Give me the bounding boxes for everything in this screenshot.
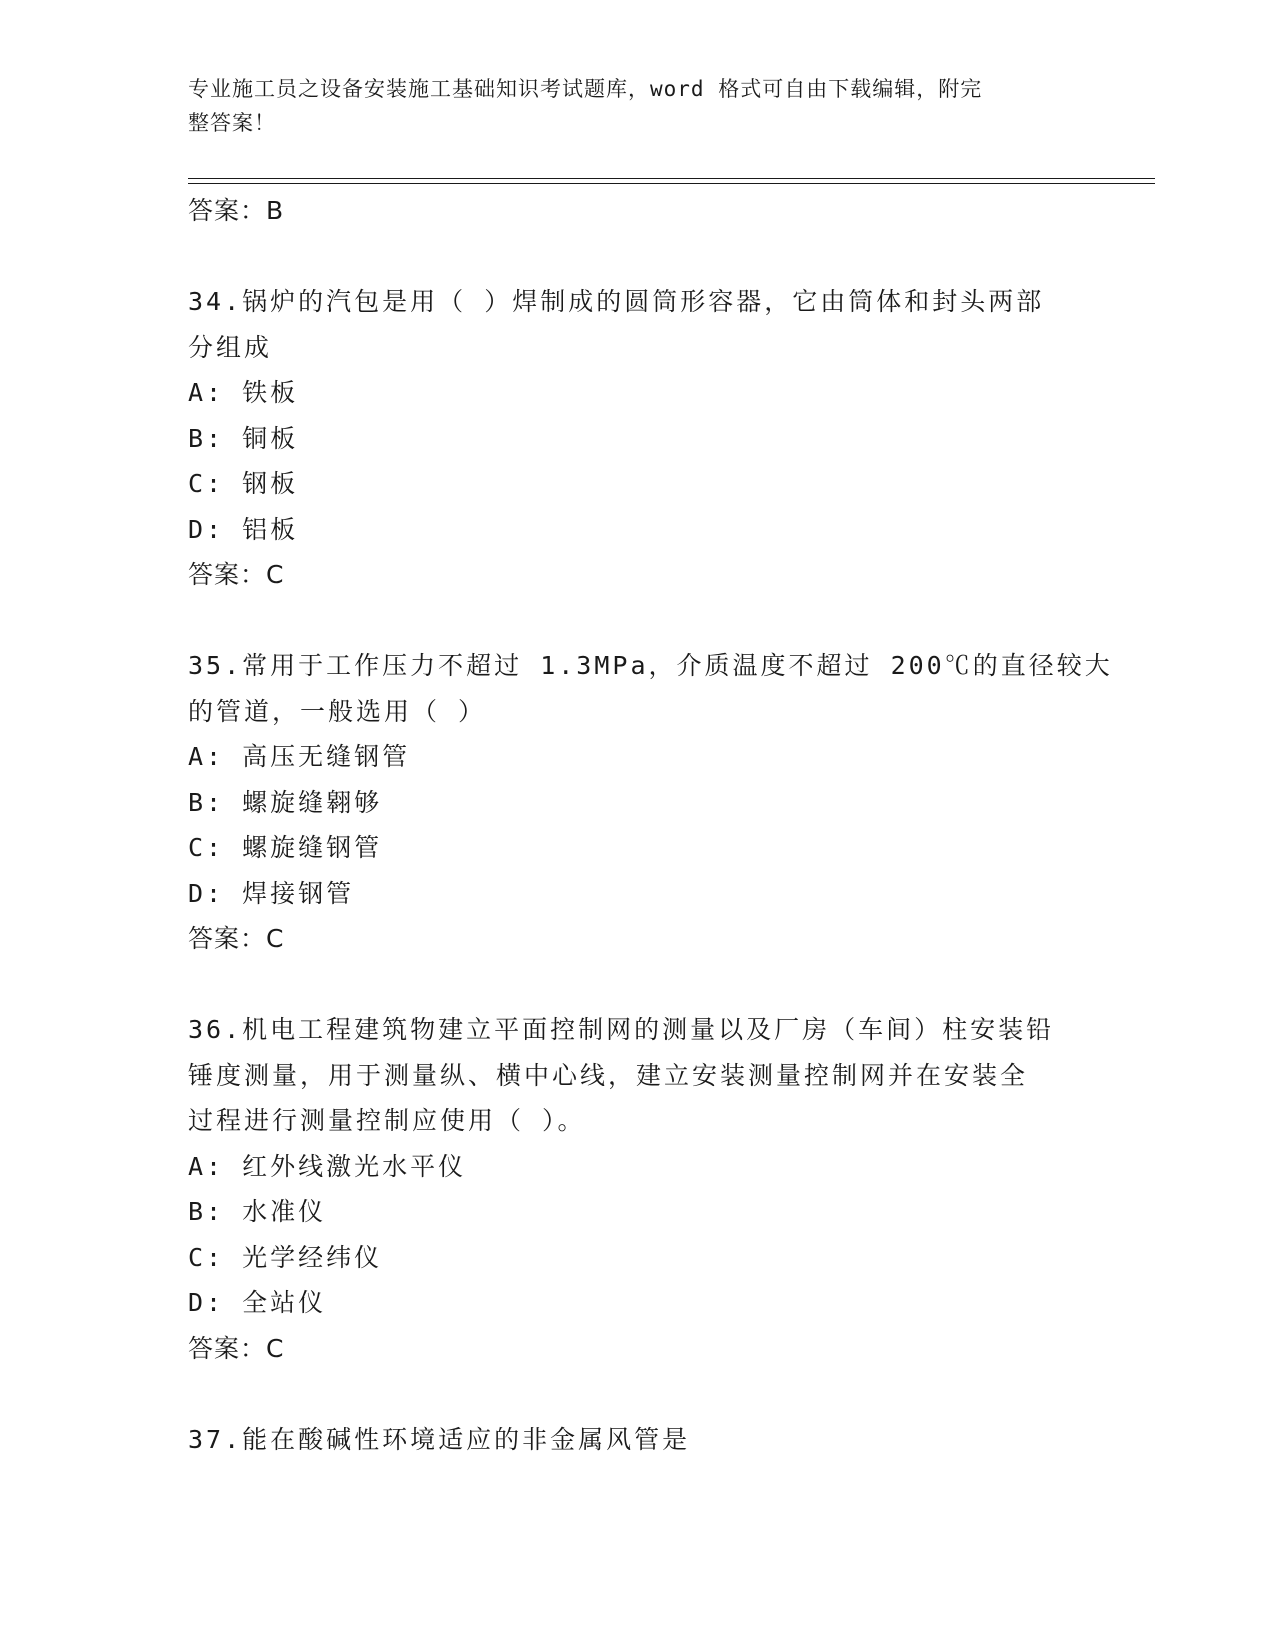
question-36 — [188, 1007, 1088, 1371]
spacer — [188, 234, 1088, 280]
question-stem-line: 锤度测量，用于测量纵、横中心线，建立安装测量控制网并在安装全 — [188, 1060, 1029, 1090]
header-line-1: 专业施工员之设备安装施工基础知识考试题库，word 格式可自由下载编辑，附完 — [188, 77, 983, 101]
option-c: C: 光学经纬仪 — [188, 1242, 383, 1272]
question-stem-line: 的管道，一般选用（ ） — [188, 696, 487, 726]
question-stem-line: 37.能在酸碱性环境适应的非金属风管是 — [188, 1424, 691, 1454]
option-b: B: 铜板 — [188, 423, 299, 453]
header-divider-top — [188, 178, 1155, 179]
question-stem-line: 34.锅炉的汽包是用（ ）焊制成的圆筒形容器，它由筒体和封头两部 — [188, 287, 1045, 316]
question-stem-line: 35.常用于工作压力不超过 1.3MPa，介质温度不超过 200℃的直径较大 — [188, 651, 1113, 680]
answer-line: 答案：C — [188, 560, 285, 589]
option-c: C: 螺旋缝钢管 — [188, 833, 383, 862]
question-37 — [188, 1417, 1088, 1463]
option-a: A: 高压无缝钢管 — [188, 742, 411, 771]
option-a: A: 红外线激光水平仪 — [188, 1151, 467, 1181]
answer-line: 答案：C — [188, 924, 285, 953]
spacer — [188, 1371, 1088, 1417]
question-stem-line: 36.机电工程建筑物建立平面控制网的测量以及厂房（车间）柱安装铅 — [188, 1015, 1055, 1044]
option-b: B: 水准仪 — [188, 1197, 327, 1226]
document-header — [188, 72, 1068, 140]
question-stem-line: 分组成 — [188, 332, 273, 362]
spacer — [188, 598, 1088, 644]
option-b: B: 螺旋缝翱够 — [188, 787, 383, 817]
spacer — [188, 962, 1088, 1008]
answer-line: 答案：C — [188, 1333, 285, 1363]
question-35 — [188, 643, 1113, 962]
option-d: D: 全站仪 — [188, 1288, 327, 1317]
previous-answer: 答案：B — [188, 196, 285, 225]
option-a: A: 铁板 — [188, 378, 299, 407]
question-stem-line: 过程进行测量控制应使用（ ）。 — [188, 1106, 586, 1135]
header-line-2: 整答案！ — [188, 111, 276, 135]
option-d: D: 焊接钢管 — [188, 878, 355, 908]
option-c: C: 钢板 — [188, 469, 299, 498]
question-34 — [188, 279, 1088, 598]
question-list — [188, 188, 1113, 1462]
option-d: D: 铝板 — [188, 514, 299, 544]
header-divider-bottom — [188, 183, 1155, 184]
